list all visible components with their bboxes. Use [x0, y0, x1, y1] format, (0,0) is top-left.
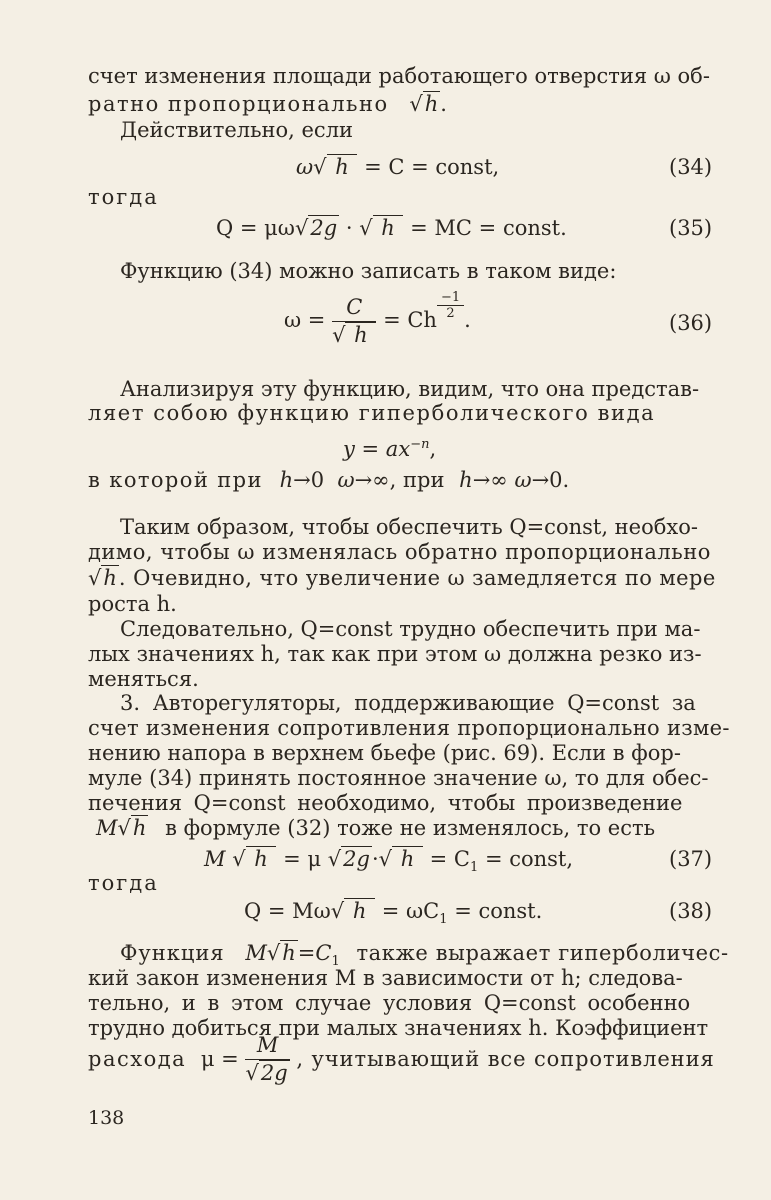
equation-37-c: = C — [429, 847, 470, 871]
equation-36-lhs: ω = — [284, 308, 326, 332]
text-line — [88, 187, 159, 208]
equation-hyperbola: $y = ax^{-n}$, — [343, 437, 437, 461]
text-line: M√h в формуле (32) тоже не изменялось, то есть — [96, 816, 656, 840]
equation-38-rhs: = const. — [454, 899, 543, 923]
text-line-content: ляет собою функцию гиперболического вида — [88, 401, 656, 425]
equation-36: ω = $\frac{C}{√ h}$ = Ch $\frac{-1}{2}$ . — [284, 290, 471, 347]
text-line: Функция $M√h=C_1$ также выражает гиперболичес- — [120, 941, 729, 970]
text-line-content: ратно пропорционально — [88, 92, 389, 116]
fraction: $\frac{M}{√2g}$ — [245, 1033, 288, 1085]
page-number: 138 — [88, 1107, 125, 1129]
equation-38-lhs: Q = Mω — [244, 899, 331, 923]
text-line: в которой при h→0 ω→∞, при h→∞ ω→0. — [88, 468, 570, 492]
text-line-content: димо, чтобы ω изменялась обратно пропорционально — [88, 540, 711, 564]
subscript: 1 — [469, 860, 479, 876]
text-line — [88, 873, 159, 894]
equation-hyperbola-body: y = ax — [343, 437, 411, 461]
text-line — [88, 768, 714, 789]
equation-35-lhs: Q = μω — [216, 216, 295, 240]
equation-35: Q = μω√2g · √ h = MC = const. — [216, 216, 567, 240]
text-line-content: тогда — [88, 871, 159, 895]
text-line — [88, 568, 716, 589]
text-line-content: нению напора в верхнем бьефе (рис. 69). Если в фор- — [88, 741, 681, 765]
text-line-content: Функцию (34) можно записать в таком виде: — [120, 259, 617, 283]
subscript: 1 — [331, 954, 340, 970]
text-line — [120, 120, 353, 141]
text-line — [88, 743, 714, 764]
exponent-num: 1 — [451, 290, 461, 305]
text-line-content: печения Q=const необходимо, чтобы произведение — [88, 791, 683, 815]
text-line-content: также выражает гиперболичес- — [356, 941, 729, 965]
equation-35-rhs: = MC = const. — [410, 216, 567, 240]
exponent-den: 2 — [446, 306, 455, 321]
text-line-content: роста h. — [88, 592, 177, 616]
equation-number: (38) — [669, 899, 713, 923]
text-line — [88, 1035, 715, 1084]
text-line-content: Анализируя эту функцию, видим, что она представ- — [120, 377, 700, 401]
mu-lhs: μ = — [200, 1047, 239, 1071]
text-line-content: Таким образом, чтобы обеспечить Q=const, необхо- — [120, 515, 698, 539]
text-line — [88, 66, 714, 87]
text-line — [120, 379, 714, 400]
equation-37-rhs: = const, — [484, 847, 574, 871]
text-line-content: в которой при — [88, 468, 263, 492]
text-line-content: Следовательно, Q=const трудно обеспечить при ма- — [120, 617, 701, 641]
text-line-content: в формуле (32) тоже не изменялось, то есть — [165, 816, 656, 840]
equation-37-M: M — [204, 847, 226, 871]
text-line-content: тогда — [88, 185, 159, 209]
equation-38: Q = Mω√ $h = \omega C_1$ = const. — [244, 899, 543, 928]
text-line-content: кий закон изменения M в зависимости от h; следова- — [88, 966, 683, 990]
text-line-content: . Очевидно, что увеличение ω замедляется по мере — [118, 566, 716, 590]
equation-36-rhs: = Ch — [383, 308, 437, 332]
equation-34-rhs: = C = const, — [364, 155, 500, 179]
text-line: ратно пропорционально √h. — [88, 92, 447, 116]
text-line-content: , учитывающий все сопротивления — [296, 1047, 715, 1071]
text-line-content: счет изменения площади работающего отверстия ω об- — [88, 64, 710, 88]
equation-37: M √ h = μ √2g·√ $h = C_1$ = const, — [204, 847, 574, 876]
text-line — [88, 993, 714, 1014]
text-line — [88, 542, 714, 563]
text-line — [120, 517, 714, 538]
text-line — [88, 403, 655, 424]
text-line — [88, 594, 177, 615]
equation-number: (34) — [669, 155, 713, 179]
equation-number: (35) — [669, 216, 713, 240]
text-line — [88, 716, 730, 740]
text-line-content: Действительно, если — [120, 118, 354, 142]
text-line-content: 3. Авторегуляторы, поддерживающие Q=const за — [120, 691, 696, 715]
subscript: 1 — [439, 912, 448, 928]
text-line-content: при — [403, 468, 445, 492]
text-line — [88, 968, 714, 989]
fraction-num: M — [245, 1035, 289, 1060]
equation-34: ω√ h = C = const, — [296, 155, 500, 179]
text-line-content: меняться. — [88, 667, 199, 691]
text-line-content: муле (34) принять постоянное значение ω, то для обес- — [88, 766, 709, 790]
text-line-content: Функция — [120, 941, 225, 965]
sqrt-h: √h — [88, 566, 117, 590]
text-line-content: расхода — [88, 1047, 187, 1071]
text-line-content: трудно добиться при малых значениях h. Коэффициент — [88, 1016, 709, 1040]
text-line — [88, 669, 199, 690]
text-line-content: тельно, и в этом случае условия Q=const особенно — [88, 991, 691, 1015]
text-line — [88, 793, 714, 814]
text-line — [120, 619, 714, 640]
text-line — [120, 693, 714, 714]
text-line — [88, 644, 714, 665]
exponent: −n — [410, 437, 430, 452]
equation-number: (37) — [669, 847, 713, 871]
equation-number: (36) — [669, 311, 713, 335]
text-line-content: счет изменения сопротивления пропорционально изме- — [88, 716, 730, 740]
sqrt-h: √h — [409, 92, 439, 116]
equation-37-mu: = μ — [283, 847, 322, 871]
equation-38-mid: = ωC — [381, 899, 440, 923]
fraction: $\frac{C}{√ h}$ — [332, 295, 375, 347]
text-line — [120, 261, 714, 282]
text-line-content: лых значениях h, так как при этом ω должна резко из- — [88, 642, 702, 666]
